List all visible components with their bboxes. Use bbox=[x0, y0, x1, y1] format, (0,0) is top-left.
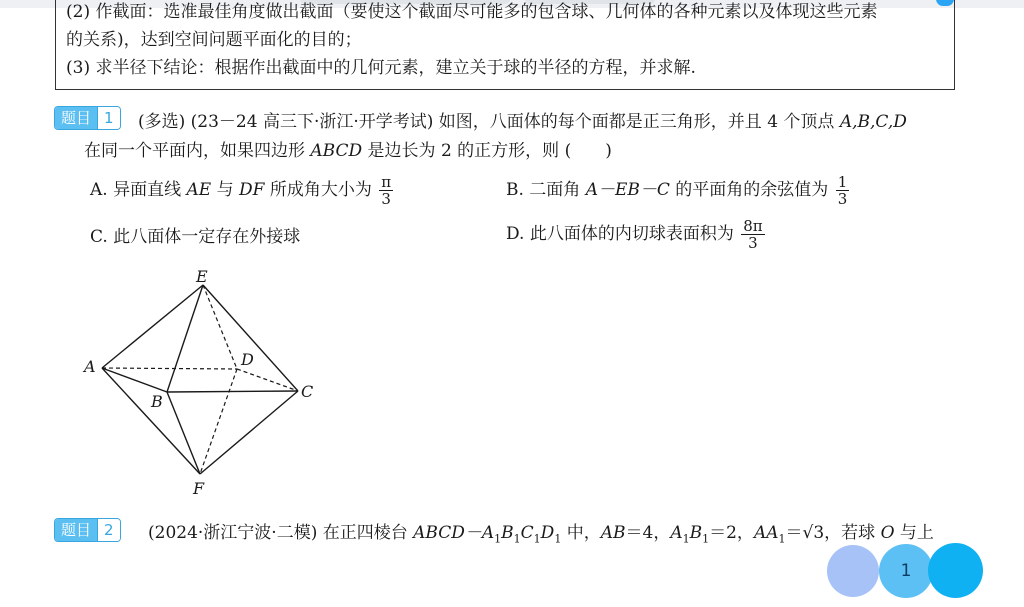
stem-text: ＝√3，若球 bbox=[785, 523, 881, 543]
question-stem-line bbox=[138, 107, 907, 132]
edge-CF bbox=[200, 391, 298, 474]
fraction bbox=[379, 174, 393, 207]
stem-text: (2024·浙江宁波·二模) 在正四棱台 bbox=[148, 523, 414, 543]
option-text: 的平面角的余弦值为 bbox=[669, 180, 834, 200]
stem-text: 在同一个平面内，如果四边形 bbox=[84, 141, 311, 161]
fraction bbox=[836, 174, 850, 207]
denominator: 3 bbox=[748, 234, 758, 252]
edge-BC bbox=[167, 391, 298, 392]
subscript: 1 bbox=[778, 532, 786, 546]
option-math: A－EB－C bbox=[585, 180, 670, 200]
edge-ED-hidden bbox=[203, 285, 237, 369]
option-math: AE bbox=[186, 180, 212, 200]
option-text: 与 bbox=[211, 180, 239, 200]
vertex-label-C: C bbox=[301, 382, 314, 401]
stem-math: AA bbox=[753, 523, 779, 543]
page-number: 1 bbox=[900, 561, 912, 581]
option-text: 所成角大小为 bbox=[264, 180, 378, 200]
vertex-label-A: A bbox=[84, 357, 96, 376]
edge-AD-hidden bbox=[102, 368, 237, 369]
vertex-label-F: F bbox=[193, 479, 205, 498]
stem-math: ABCD bbox=[310, 141, 363, 161]
subscript: 1 bbox=[494, 532, 502, 546]
stem-text: 是边长为 2 的正方形，则 ( ) bbox=[362, 141, 612, 161]
numerator: 1 bbox=[837, 173, 848, 191]
option-math: DF bbox=[239, 180, 265, 200]
stem-text: ＝4， bbox=[625, 523, 671, 543]
next-page-button[interactable] bbox=[928, 543, 983, 598]
question-label bbox=[54, 106, 121, 130]
stem-math: O bbox=[880, 523, 895, 543]
edge-EC bbox=[203, 285, 298, 391]
subscript: 1 bbox=[682, 532, 690, 546]
option-text: B. 二面角 bbox=[506, 180, 586, 200]
denominator: 3 bbox=[381, 190, 391, 208]
stem-text: 中， bbox=[561, 523, 601, 543]
subscript: 1 bbox=[513, 532, 521, 546]
octahedron-figure bbox=[80, 262, 330, 502]
stem-math: B bbox=[689, 523, 703, 543]
fraction bbox=[741, 218, 764, 251]
option-text: C. 此八面体一定存在外接球 bbox=[90, 227, 301, 247]
numerator: 8π bbox=[743, 217, 763, 235]
subscript: 1 bbox=[554, 532, 562, 546]
edge-AF bbox=[102, 368, 200, 474]
question-stem-line bbox=[148, 518, 934, 545]
numerator: π bbox=[381, 173, 392, 191]
prev-page-button[interactable] bbox=[827, 545, 879, 597]
vertex-label-D: D bbox=[241, 350, 254, 369]
question-stem-line bbox=[84, 136, 612, 161]
question-number: 1 bbox=[97, 107, 120, 129]
page-indicator[interactable] bbox=[879, 544, 933, 598]
edge-EB bbox=[167, 285, 203, 392]
question-tag: 题目 bbox=[55, 107, 97, 129]
question-tag: 题目 bbox=[55, 519, 97, 541]
option-d[interactable] bbox=[506, 218, 767, 251]
denominator: 3 bbox=[837, 190, 848, 208]
question-number: 2 bbox=[97, 519, 120, 541]
stem-math: ABCD－A bbox=[413, 523, 495, 543]
stem-math: A bbox=[670, 523, 683, 543]
method-summary-box bbox=[55, 0, 955, 90]
option-text: A. 异面直线 bbox=[90, 180, 187, 200]
stem-text: (多选) (23－24 高三下·浙江·开学考试) 如图，八面体的每个面都是正三角形，并且 4 个顶点 bbox=[138, 112, 840, 132]
summary-line: 的关系)，达到空间问题平面化的目的； bbox=[66, 30, 362, 50]
vertex-label-B: B bbox=[151, 392, 163, 411]
stem-text: 与上 bbox=[894, 523, 934, 543]
summary-line: (2) 作截面：选准最佳角度做出截面（要使这个截面尽可能多的包含球、几何体的各种元素以及体现这些元素 bbox=[66, 2, 878, 22]
summary-line: (3) 求半径下结论：根据作出截面中的几何元素，建立关于球的半径的方程，并求解. bbox=[66, 58, 696, 78]
stem-math: AB bbox=[600, 523, 626, 543]
vertex-label-E: E bbox=[196, 267, 208, 286]
edge-EA bbox=[102, 285, 203, 368]
stem-math: B bbox=[501, 523, 514, 543]
option-c[interactable] bbox=[90, 222, 300, 247]
edge-AB bbox=[102, 368, 167, 392]
stem-text: ＝2， bbox=[709, 523, 754, 543]
stem-math: A,B,C,D bbox=[839, 112, 907, 132]
question-label bbox=[54, 518, 121, 542]
edge-BF bbox=[167, 392, 200, 474]
option-text: D. 此八面体的内切球表面积为 bbox=[506, 224, 740, 244]
option-b[interactable] bbox=[506, 174, 851, 207]
subscript: 1 bbox=[702, 532, 710, 546]
option-a[interactable] bbox=[90, 174, 395, 207]
subscript: 1 bbox=[533, 532, 541, 546]
stem-math: D bbox=[540, 523, 555, 543]
stem-math: C bbox=[520, 523, 534, 543]
